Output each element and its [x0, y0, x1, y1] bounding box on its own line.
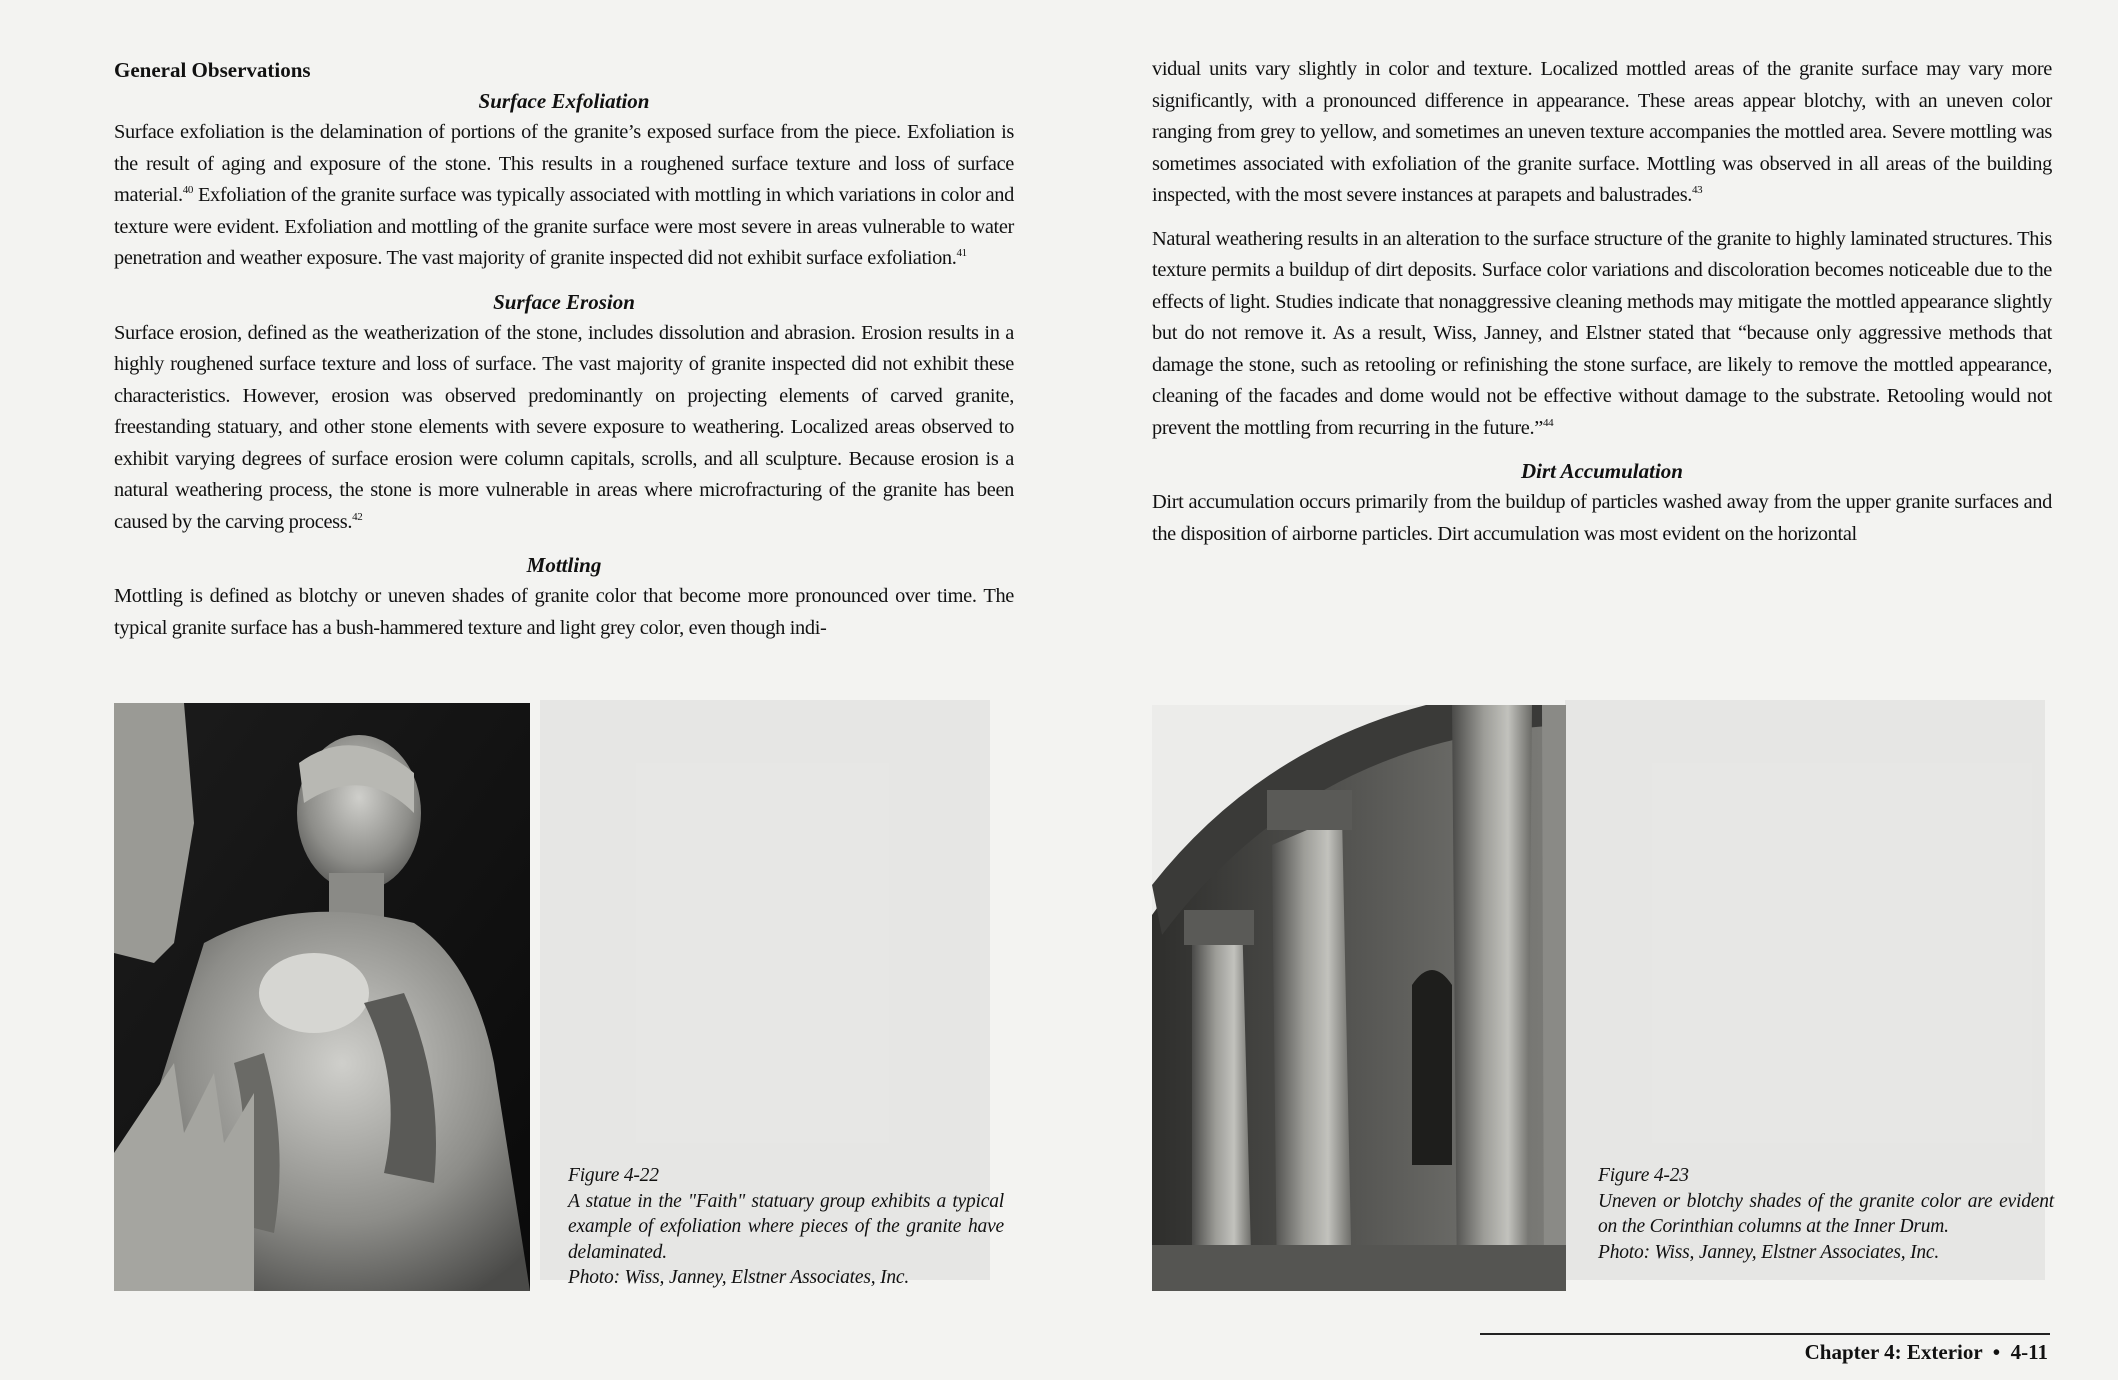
left-column [114, 54, 1014, 644]
statue-photo-image [114, 703, 530, 1291]
natural-weathering-text: Natural weathering results in an alteration to the surface structure of the granite to highly laminated structures. This texture permits a buildup of dirt deposits. Surface color variations and discoloration becomes noticeable due to the effects of light. Studies indicate that nonaggressive cleaning methods may mitigate the mottled appearance slightly but do not remove it. As a result, Wiss, Janney, and Elstner stated that “because only aggressive methods that damage the stone, such as retooling or refinishing the stone surface, are likely to remove the mottled appearance, cleaning of the facades and dome would not be effective without damage to the substrate. Retooling would not prevent the mottling from recurring in the future.”$^{44}$ [1152, 227, 2052, 439]
columns-photo-image [1152, 705, 1566, 1291]
figure-4-23-label: Figure 4-23 [1598, 1165, 1689, 1186]
surface-erosion-title: Surface Erosion [493, 289, 635, 314]
figure-4-22-credit: Photo: Wiss, Janney, Elstner Associates, Inc. [568, 1267, 910, 1288]
footer-rule [1480, 1333, 2050, 1335]
footnote-ref: 42 [352, 510, 363, 523]
footnote-ref: 40 [182, 184, 194, 197]
surface-exfoliation-title: Surface Exfoliation [478, 89, 650, 113]
page-footer: Chapter 4: Exterior • 4-11 [1804, 1340, 2048, 1364]
dirt-accumulation-text: Dirt accumulation occurs primarily from the buildup of particles washed away from the upper granite surfaces and the disposition of airborne particles. Dirt accumulation was most evident on the horizontal [1152, 491, 2052, 545]
figure-4-23-caption [1598, 1163, 2054, 1265]
figure-4-22-caption [568, 1163, 1004, 1291]
figure-4-23-credit: Photo: Wiss, Janney, Elstner Associates, Inc. [1598, 1241, 1940, 1263]
right-column [1152, 54, 2052, 550]
footnote-ref: 43 [1692, 184, 1703, 197]
figure-4-22-text: A statue in the "Faith" statuary group exhibits a typical example of exfoliation where pieces of the granite have delaminated. [568, 1190, 1004, 1263]
mottling-text: Mottling is defined as blotchy or uneven shades of granite color that become more pronounced over time. The typical granite surface has a bush-hammered texture and light grey color, even though indi- [114, 585, 1014, 639]
figure-4-23-photo [1152, 705, 1566, 1291]
footnote-ref: 41 [956, 247, 967, 260]
figure-4-22-photo [114, 703, 530, 1291]
mottling-continued-text: vidual units vary slightly in color and texture. Localized mottled areas of the granite surface may vary more significantly, with a pronounced difference in appearance. These areas appear blotchy, with an uneven color ranging from grey to yellow, and sometimes an uneven texture accompanies the mottled area. Severe mottling was sometimes associated with exfoliation of the granite surface. Mottling was observed in all areas of the building inspected, with the most severe instances at parapets and balustrades.$^{43}$ [1152, 58, 2052, 206]
dirt-accumulation-title: Dirt Accumulation [1520, 459, 1683, 483]
surface-exfoliation-text: Surface exfoliation is the delamination of portions of the granite’s exposed surface from the piece. Exfoliation is the result of aging and exposure of the stone. This results in a roughened surface texture and loss of surface material.$^{40}$ Exfoliation of the granite surface was typically associated with mottling in which variations in color and texture were evident. Exfoliation and mottling of the granite surface were most severe in areas vulnerable to water penetration and weather exposure. The vast majority of granite inspected did not exhibit surface exfoliation.$^{41}$ [114, 121, 1014, 269]
surface-erosion-text: Surface erosion, defined as the weatherization of the stone, includes dissolution and abrasion. Erosion results in a highly roughened surface texture and loss of surface. The vast majority of granite inspected did not exhibit these characteristics. However, erosion was observed predominantly on projecting elements of carved granite, freestanding statuary, and other stone elements with severe exposure to weathering. Localized areas observed to exhibit varying degrees of surface erosion were column capitals, scrolls, and all sculpture. Because erosion is a natural weathering process, the stone is more vulnerable in areas where microfracturing of the granite has been caused by the carving process.$^{42}$ [114, 321, 1014, 533]
figure-4-22-label: Figure 4-22 [568, 1165, 659, 1186]
footnote-ref: 44 [1542, 416, 1554, 429]
figure-4-23-text: Uneven or blotchy shades of the granite color are evident on the Corinthian columns at the Inner Drum. [1598, 1190, 2054, 1237]
general-observations-heading: General Observations [114, 58, 311, 82]
mottling-title: Mottling [526, 553, 602, 577]
